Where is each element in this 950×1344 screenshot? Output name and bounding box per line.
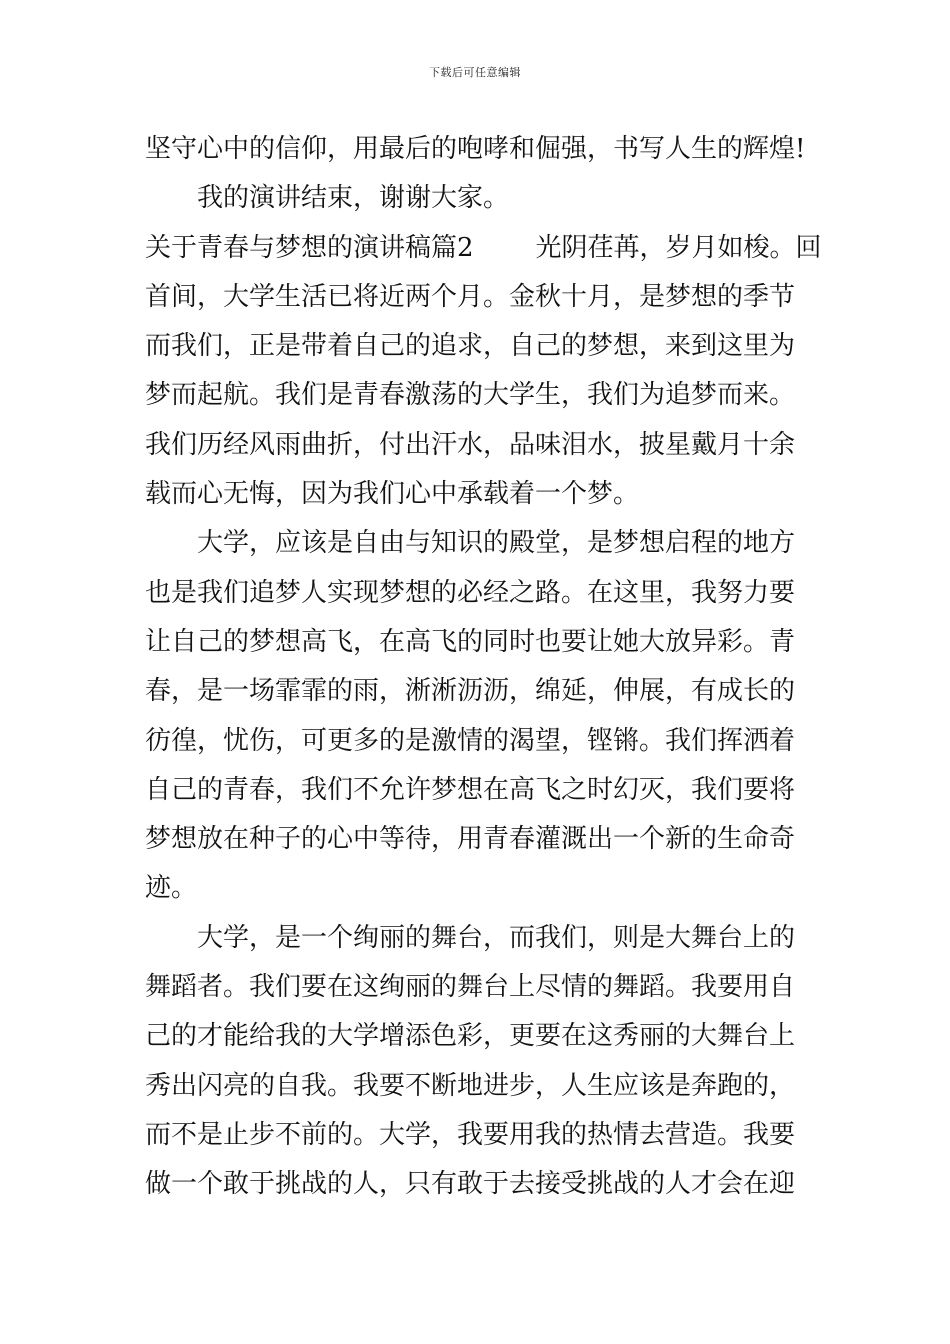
section-title-line [145, 224, 822, 273]
text-line: 迹。 [145, 873, 198, 904]
text-line: 而我们，正是带着自己的追求，自己的梦想，来到这里为 [145, 331, 796, 362]
text-line: 让自己的梦想高飞，在高飞的同时也要让她大放异彩。青 [145, 626, 796, 657]
paragraph-start: 大学，是一个绚丽的舞台，而我们，则是大舞台上的 [197, 922, 796, 953]
text-line: 首间，大学生活已将近两个月。金秋十月，是梦想的季节 [145, 281, 796, 312]
text-line: 而不是止步不前的。大学，我要用我的热情去营造。我要 [145, 1119, 796, 1150]
text-line: 做一个敢于挑战的人，只有敢于去接受挑战的人才会在迎 [145, 1169, 796, 1200]
text-line: 光阴荏苒，岁月如梭。回 [535, 232, 822, 263]
text-line: 也是我们追梦人实现梦想的必经之路。在这里，我努力要 [145, 577, 796, 608]
text-line: 秀出闪亮的自我。我要不断地进步，人生应该是奔跑的， [145, 1070, 796, 1101]
text-line: 舞蹈者。我们要在这绚丽的舞台上尽情的舞蹈。我要用自 [145, 972, 796, 1003]
text-line: 自己的青春，我们不允许梦想在高飞之时幻灭，我们要将 [145, 774, 796, 805]
text-line: 己的才能给我的大学增添色彩，更要在这秀丽的大舞台上 [145, 1021, 796, 1052]
text-line: 梦想放在种子的心中等待，用青春灌溉出一个新的生命奇 [145, 824, 796, 855]
section-title: 关于青春与梦想的演讲稿篇2 [145, 232, 474, 263]
text-line: 春，是一场霏霏的雨，淅淅沥沥，绵延，伸展，有成长的 [145, 676, 796, 707]
page-header: 下载后可任意编辑 [429, 66, 521, 79]
text-line: 载而心无悔，因为我们心中承载着一个梦。 [145, 479, 640, 510]
text-line: 梦而起航。我们是青春激荡的大学生，我们为追梦而来。 [145, 380, 796, 411]
text-line: 彷徨，忧伤，可更多的是激情的渴望，铿锵。我们挥洒着 [145, 725, 796, 756]
text-line: 坚守心中的信仰，用最后的咆哮和倔强，书写人生的辉煌! [145, 134, 806, 164]
closing-line: 我的演讲结束，谢谢大家。 [197, 183, 510, 214]
paragraph-start: 大学，应该是自由与知识的殿堂，是梦想启程的地方 [197, 528, 796, 559]
document-body [145, 125, 822, 1210]
text-line: 我们历经风雨曲折，付出汗水，品味泪水，披星戴月十余 [145, 429, 796, 460]
